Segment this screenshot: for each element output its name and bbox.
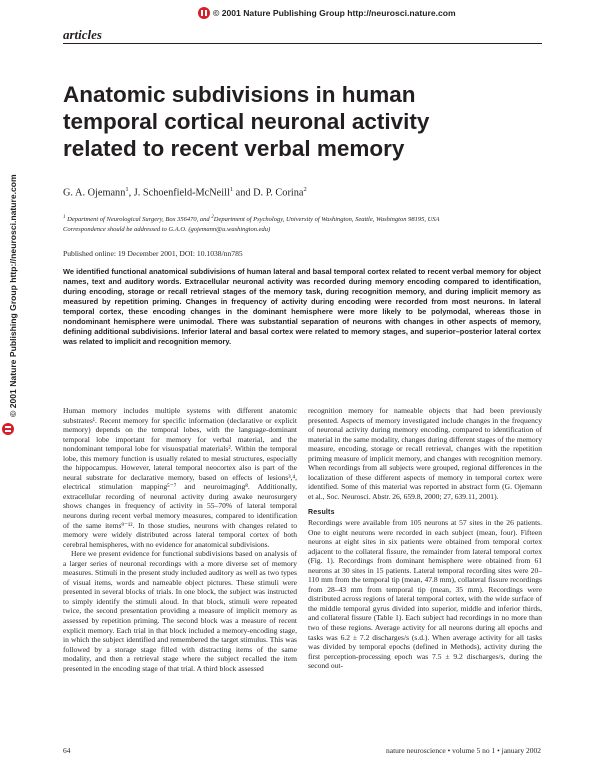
correspondence: Correspondence should be addressed to G.A.O. (gojemann@u.washington.edu)	[63, 226, 271, 234]
affil-text-1: Department of Neurological Surgery, Box 356470, and	[65, 216, 212, 224]
author-1-affil: 1	[125, 186, 129, 193]
copyright-notice: © 2001 Nature Publishing Group http://neurosci.nature.com	[213, 8, 456, 18]
publication-info: Published online: 19 December 2001, DOI: 10.1038/nn785	[63, 249, 243, 258]
affil-marker-1: 1	[63, 215, 66, 220]
paragraph: Recordings were available from 105 neurons at 57 sites in the 26 patients. One to eight neurons were recorded in each subject (mean, four). Fifteen neurons at eight sites in six patients were obtained from temporal cortex adjacent to the collateral fissure, the remainder from lateral temporal cortex (Fig. 1). Recordings from dominant hemisphere were obtained from 61 neurons at 30 sites in 15 patients. Lateral temporal recording sites were 20–110 mm from the temporal tip (mean, 47.8 mm), collateral fissure recordings from 28–43 mm from temporal tip (mean, 35 mm). Recordings were distributed across regions of lateral temporal cortex, with the wide surface of the middle temporal gyrus divided into superior, middle and inferior thirds, and collateral fissure (Table 1). Each subject had recordings in no more than two of these regions. Average activity for all neurons during all epochs and tasks was 6.2 ± 7.2 discharges/s (s.d.). When average activity for all tasks was divided by temporal epochs (defined in Methods), activity during the first perception-processing epoch was 7.5 ± 9.2 discharges/s, during the second out-	[308, 518, 542, 671]
side-npg-logo-icon	[2, 423, 14, 435]
affil-marker-2: 2	[211, 215, 214, 220]
npg-logo-icon	[198, 7, 210, 19]
author-1: G. A. Ojemann	[63, 187, 126, 199]
section-label: articles	[63, 27, 102, 42]
journal-footer: nature neuroscience • volume 5 no 1 • january 2002	[386, 746, 541, 755]
author-3-affil: 2	[303, 186, 307, 193]
author-list	[63, 186, 307, 198]
side-banner	[1, 150, 18, 445]
paragraph: Here we present evidence for functional subdivisions based on analysis of a larger series of neuronal recordings with a more diverse set of memory measures. Stimuli in the present study included auditory as well as two types of visual items, words and nameable object pictures. These stimuli were presented in several blocks of trials. In one block, the subject was instructed to simply identify the stimuli aloud. In that block, stimuli were repeated twice, the second presentation providing a measure of implicit memory as assessed by repetition priming. The second block was a measure of recent explicit memory. Each trial in that block included a memory-encoding stage, in which the subject identified and remembered the target stimulus. This was followed by a storage stage filled with distracting items of the same modality, and then a retrieval stage where the subject recalled the item presented in the encoding stage of that trial. A third block assessed	[63, 549, 297, 673]
affiliations	[63, 213, 541, 235]
affil-text-2: Department of Psychology, University of Washington, Seattle, Washington 98195, USA	[213, 216, 440, 224]
author-2-affil: 1	[229, 186, 234, 193]
paragraph: recognition memory for nameable objects that had been previously presented. Aspects of memory investigated include changes in the frequency of neuronal activity during memory encoding, compared to identification of material in the same modality, changes during different stages of the memory measure, encoding, storage or recall retrieval, changes with the repetition priming measure of implicit memory, and changes with recognition memory. When recordings from all subjects were grouped, regional differences in the localization of these different aspects of memory in temporal cortex were identified. Some of this material was reported in abstract form (G. Ojemann et al., Soc. Neurosci. Abstr. 26, 659.8, 2000; 27, 639.11, 2001).	[308, 406, 542, 501]
abstract: We identified functional anatomical subdivisions of human lateral and basal temporal cortex related to recent verbal memory for object names, text and auditory words. Extracellular neuronal activity was recorded during memory encoding compared to identification, during encoding, storage or recall retrieval stages of the memory task, during recognition memory, and during implicit memory as measured by repetition priming. Changes in frequency of activity during encoding were recorded from most neurons. In lateral temporal cortex, these encoding changes in the dominant hemisphere were more likely to be polymodal, whereas those in nondominant hemisphere were unimodal. There was substantial separation of neurons with changes in other aspects of memory, defining additional subdivisions. Inferior lateral and basal cortex were related to memory stages, and superior–posterior lateral cortex was related to implicit and recognition memory.	[63, 267, 541, 346]
author-3: and D. P. Corina	[233, 187, 304, 199]
paragraph: Human memory includes multiple systems with different anatomic substrates¹. Recent memory for specific information (declarative or explicit memory) depends on the temporal lobes, with the language-dominant temporal lobe important for memory for verbal material, and the nondominant temporal lobe for visuospatial materials². Within the temporal lobe, this memory function is usually related to mesial structures, especially the hippocampus. However, lateral temporal neocortex also is part of the neural substrate for declarative memory, based on effects of lesions³,⁴, electrical stimulation mapping⁵⁻⁷ and neuroimaging⁸. Additionally, extracellular recording of neuronal activity during awake neurosurgery shows changes in frequency of activity in 55–70% of lateral temporal neurons during recent verbal memory measures, compared to identification of the same items⁹⁻¹². In those studies, neurons with changes related to memory were widely distributed across lateral temporal cortex of both cerebral hemispheres, with no evidence for anatomical subdivisions.	[63, 406, 297, 549]
affiliation-line	[63, 213, 541, 225]
page-number: 64	[63, 746, 71, 755]
article-title: Anatomic subdivisions in human temporal cortical neuronal activity related to recent verbal memory	[63, 82, 430, 161]
header-rule	[63, 43, 542, 44]
results-heading: Results	[308, 509, 335, 517]
top-header-bar	[0, 7, 600, 21]
side-copyright-text: © 2001 Nature Publishing Group http://neurosci.nature.com	[8, 174, 18, 417]
body-column-right	[308, 406, 542, 671]
author-2: , J. Schoenfield-McNeill	[128, 187, 230, 199]
body-column-left	[63, 406, 297, 673]
